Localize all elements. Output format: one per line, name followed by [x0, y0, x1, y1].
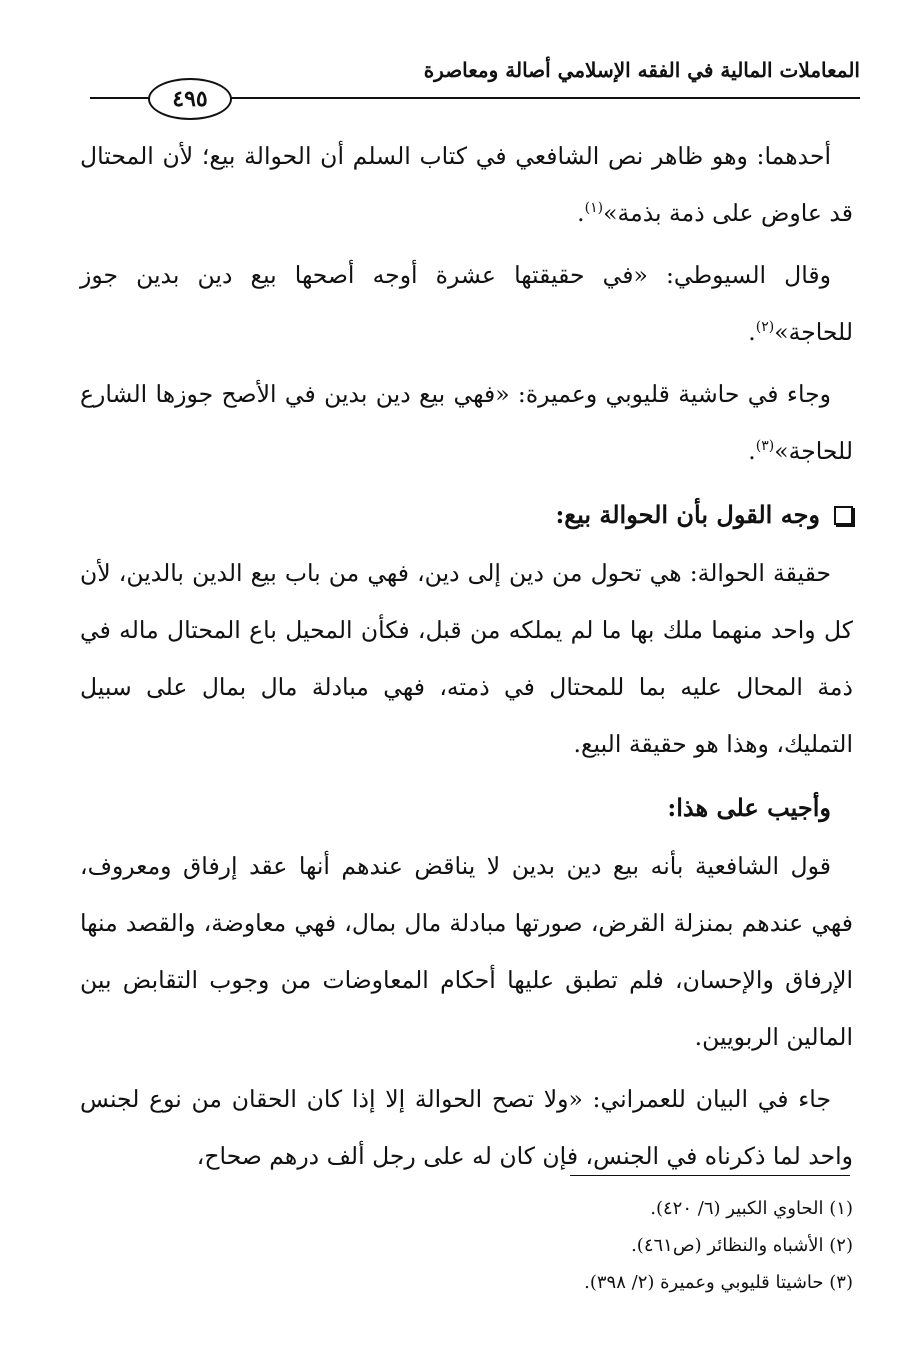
paragraph-2: وقال السيوطي: «في حقيقتها عشرة أوجه أصحها بيع دين بدين جوز للحاجة»$^{(٢)}$. [80, 261, 853, 346]
footnote-ref-1: (١) [584, 200, 604, 217]
paragraph-4: حقيقة الحوالة: هي تحول من دين إلى دين، فهي من باب بيع الدين بالدين، لأن كل واحد منهما ملك بها ما لم يملكه من قبل، فكأن المحيل باع المحتال ماله في ذمة المحال عليه بما للمحتال في ذمته، فهي مبادلة مال بمال على سبيل التمليك، وهذا هو حقيقة البيع. [80, 559, 853, 758]
body-text [80, 128, 853, 1190]
footnote-rule [570, 1175, 850, 1176]
paragraph-6: جاء في البيان للعمراني: «ولا تصح الحوالة إلا إذا كان الحقان من نوع لجنس واحد لما ذكرناه في الجنس، فإن كان له على رجل ألف درهم صحاح، [80, 1085, 853, 1170]
footnote-ref-2: (٢) [755, 319, 775, 336]
subheading: وأجيب على هذا: [667, 793, 831, 822]
footnote-ref-3: (٣) [755, 438, 775, 455]
square-bullet-icon [834, 506, 853, 525]
footnote-1: (١) الحاوي الكبير (٦/ ٤٢٠). [650, 1198, 853, 1219]
paragraph-3: وجاء في حاشية قليوبي وعميرة: «فهي بيع دين بدين في الأصح جوزها الشارع للحاجة»$^{(٣)}$. [80, 380, 853, 465]
running-title: المعاملات المالية في الفقه الإسلامي أصالة ومعاصرة [423, 58, 860, 82]
paragraph-1: أحدهما: وهو ظاهر نص الشافعي في كتاب السلم أن الحوالة بيع؛ لأن المحتال قد عاوض على ذمة بذمة»$^{(١)}$. [80, 142, 853, 227]
page-number: ٤٩٥ [148, 78, 232, 120]
footnote-2: (٢) الأشباه والنظائر (ص٤٦١). [631, 1235, 853, 1256]
footnote-3: (٣) حاشيتا قليوبي وعميرة (٢/ ٣٩٨). [584, 1272, 853, 1293]
paragraph-5: قول الشافعية بأنه بيع دين بدين لا يناقض عندهم أنها عقد إرفاق ومعروف، فهي عندهم بمنزلة القرض، صورتها مبادلة مال بمال، فهي معاوضة، والقصد منها الإرفاق والإحسان، فلم تطبق عليها أحكام المعاوضات من وجوب التقابض بين المالين الربويين. [80, 852, 853, 1051]
footnotes [584, 1190, 853, 1301]
section-heading: وجه القول بأن الحوالة بيع: [80, 485, 853, 545]
